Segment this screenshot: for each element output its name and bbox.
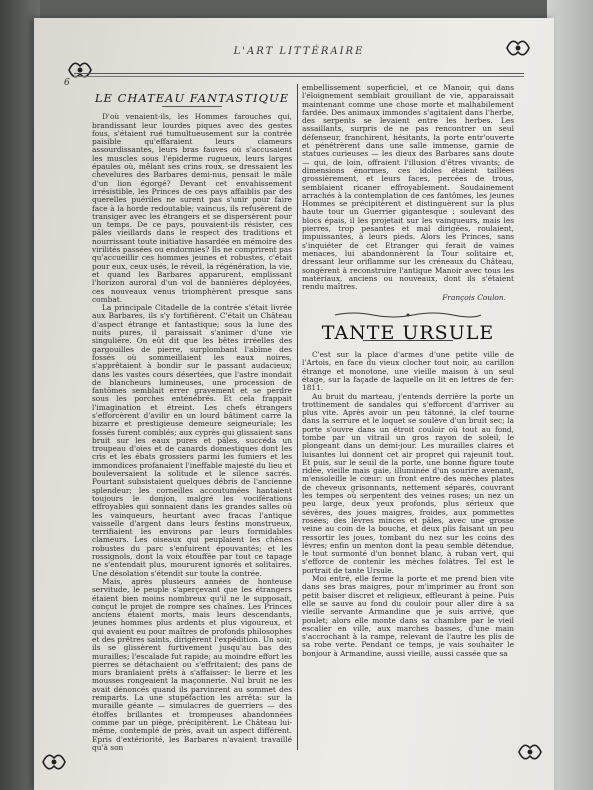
right-column — [302, 84, 514, 774]
paragraph: C'est sur la place d'armes d'une petite ville de l'Artois, en face du vieux clocher tout noir, au carillon étrange et monotone, une vieille maison à un seul étage, sur la façade de laquelle on lit en lettres de fer: 1811. — [302, 350, 514, 393]
corner-ornament-top-right-icon — [504, 34, 532, 62]
corner-ornament-bottom-left-icon — [40, 748, 68, 776]
article-title-chateau: LE CHATEAU FANTASTIQUE — [94, 91, 290, 105]
paragraph: Mais, après plusieurs années de honteuse servitude, le peuple s'aperçevant que les étrangers étaient bien moins nombreux qu'il ne le supposait, conçut le projet de rompre ses chaînes. Les Princes anciens étaient morts, mais leurs descendants, jeunes hommes plus ardents et plus vigoureux, et qui avaient eu pour maîtres de profonds philosophes et des prêtres saints, dirigèrent l'expédition. Un soir, ils se glissèrent furtivement jusqu'au bas des murailles; l'escalade fut rapide; au moindre effort les pierres se détachaient ou s'effritaient; des pans de murs branlaient prêts à s'affaisser: le lierre et les mousses rongeaient la maçonnerie. Nul bruit ne les avait dénoncés quand ils parvinrent au sommet des remparts. La une stupéfaction les arrêta: sur la muraille géante — simulacres de guerriers — des étoffes brillantes et trompeuses abandonnées comme par un piège, précipitèrent. Le Château lui-même, contemplé de près, avait un aspect différent. Epris d'extériorité, les Barbares n'avaient travaillé qu'à son — [92, 576, 292, 752]
left-column — [92, 84, 292, 774]
running-head: L'ART LITTÉRAIRE — [233, 46, 365, 57]
author-signature: François Coulon. — [442, 293, 506, 303]
section-ornament-icon — [333, 311, 483, 319]
paragraph: Au bruit du marteau, j'entends derrière la porte un trottinement de sandales qui s'efforcent d'arriver au plus vite. Après avoir un peu tâtonné, la clef tourne dans la serrure et le loquet se soulève d'un bruit sec; la porte s'ouvre dans un étroit couloir où tout au fond, tombe par un vitrail un gros rayon de soleil, le plongeant dans un demi-jour. Les murailles claires et luisantes lui donnent cet air propret qui rajeunit tout. Et puis, sur le seuil de la porte, une bonne figure toute ridée, vieille mais gaie, illuminée d'un sourire avenant, m'ensoleille le cœur: un front entre des mèches plates de cheveux grisonnants, nettement séparés, couvrant les tempes où serpentent des veines roses; un nez un peu large, deux yeux profonds, plus sérieux que sévères, des joues maigres, froides, aux pommettes rosées; des lèvres minces et pâles, avec une grosse veine au coin de la bouche, et deux plis faisant un peu ressortir les joues, tombant du nez sur les coins des lèvres; enfin un menton dont la peau semble détendue, le tout surmonté d'un bonnet blanc, à ruban vert, qui s'efforce de contenir les mèches folâtres. Tel est le portrait de tante Ursule. — [302, 391, 514, 575]
corner-ornament-top-left-icon — [66, 56, 94, 84]
paragraph-continuation: embellissement superficiel, et ce Manoir, qui dans l'éloignement semblait grouillant de vie, apparaissait maintenant comme une chose morte et malhabilement fardée. Des animaux immondes s'agitaient dans l'herbe, des serpents se levaient entre les herbes. Les assaillants, surpris de ne pas rencontrer un seul défenseur, franchirent, hésitants, la porte entr'ouverte et pénétrèrent dans une salle immense, garnie de statues curieuses — les dieux des Barbares sans doute — qui, de loin, offraient l'illusion d'êtres vivants; de dimensions énormes, ces idoles étaient taillées grossièrement, et leurs faces, percées de trous, semblaient ricaner effroyablement. Soudainement arrachés à la contemplation de ces fantômes, les jeunes Hommes se précipitèrent et distinguèrent sur la plus haute tour un Guerrier gigantesque : soulevant des blocs épais, il les projetait sur les vainqueurs, mais les pierres, trop pesantes et mal dirigées, roulaient, impuissantes, à leurs pieds. Alors les Princes, sans s'inquiéter de cet Etranger qui ferait de vaines menaces, lui abandonnèrent la Tour solitaire et, dressant leur oriflamme sur les créneaux du Château, songèrent à reconstruire l'antique Manoir avec tous les matériaux, anciens ou nouveaux, dont ils s'étaient rendu maîtres. — [302, 84, 514, 292]
paragraph: La principale Citadelle de la contrée s'était livrée aux Barbares, ils s'y fortifièrent. C'était un Château d'aspect étrange et fantastique; sous la lune des nuits pures, il paraissait s'animer d'une vie singulière. On eût dit que les bêtes irréelles des gargouilles de pierre, surplombant l'abîme des fossés où sommeillaient les eaux noires, s'apprêtaient à bondir sur le passant audacieux; dans les vastes cours désertées, que l'astre inondait de blancheurs lumineuses, une procession de fantômes semblait errer gravement et se perdre sous les porches enténébrés. Et cela frappait l'imagination et étreint. Les chefs étrangers s'efforcèrent d'avilir en un lourd bâtiment carré la bizarre et prestigieuse demeure seigneuriale; les fossés furent comblés; aux cyprès qui glissaient sans bruit sur les eaux pures et pâles, succéda un troupeau d'oies et de canards domestiques dont les cris et les ébats grossiers parmi les fumiers et les immondices profanaient l'ineffable majesté du lieu et bouleversaient la solitude et le silence sacrés. Pourtant subsistaient quelques débris de l'ancienne splendeur; les corneilles accoutumées hantaient toujours le donjon, malgré les vociférations effroyables qui sonnaient dans les grandes salles où les vainqueurs, heurtant avec fracas l'antique vaisselle d'argent dans leurs festins monstrueux, terrifiaient les environs par leurs formidables clameurs. Les oiseaux qui peuplaient les chênes robustes du parc s'enfuirent épouvantés; et les rossignols, dont la voix étouffée par tout ce tapage ne s'entendait plus, moururent ignorés et solitaires. Une désolation s'étendit sur toute la contrée. — [92, 303, 292, 578]
header-rule — [74, 73, 524, 74]
paragraph: D'où venaient-ils, les Hommes farouches qui, brandissant leur lourdes piques avec des gestes fous, s'étaient rué tumultueusement sur la contrée paisible qu'effaraient leurs clameurs assourdissantes, leurs bras fauves où s'accusaient les muscles sous l'épiderme rugueux, leurs larges épaules où, mêlant ses crins roux, se dressaient les chevelures des Barbares demi-nus, pensait le mâle d'un lion égorgé? Devant cet envahissement irrésistible, les Princes de ces pays affaiblis par des querelles puériles ne surent pas s'unir pour faire face à la horde redoutable; vaincus, ils refusèrent de transiger avec les étrangers et se dispersèrent pour un temps. De ce pays, pouvaient-ils résister, ces pâles vieillards dans le respect des traditions et nourrissant toute initiative hasardée en mémoire des virilités passées ou endormies? Ils ne comprirent pas qu'accueillir ces hommes jeunes et robustes, c'était pour eux, ceux usés, le réveil, la régénération, la vie, et quand les Barbares apparurent, emplissant l'horizon auroral d'un vol de bannières déployées, ces nouveaux venus triomphèrent presque sans combat. — [92, 112, 292, 304]
corner-ornament-bottom-right-icon — [516, 738, 544, 766]
magazine-page — [34, 18, 554, 790]
page-number: 6 — [64, 78, 70, 88]
header-rule-secondary — [74, 76, 524, 77]
column-divider — [297, 84, 298, 750]
title-rule — [162, 106, 222, 107]
paragraph: Moi entré, elle ferme la porte et me prend bien vite dans ses bras maigres, pour m'imprimer au front son petit baiser discret et religieux, effleurant à peine. Puis elle se sauve au fond du couloir pour aller dire à sa vieille servante Armandine que je suis arrivé, que poulet; alors elle monte dans sa chambre par le vieil escalier en ville, aux marches basses, d'une main s'accrochant à la rampe, relevant de l'autre les plis de sa robe verte. Pendant ce temps, je vais souhaiter le bonjour à Armandine, aussi vieille, aussi cassée que sa — [302, 574, 514, 658]
article-title-tante-ursule: TANTE URSULE — [321, 321, 495, 344]
